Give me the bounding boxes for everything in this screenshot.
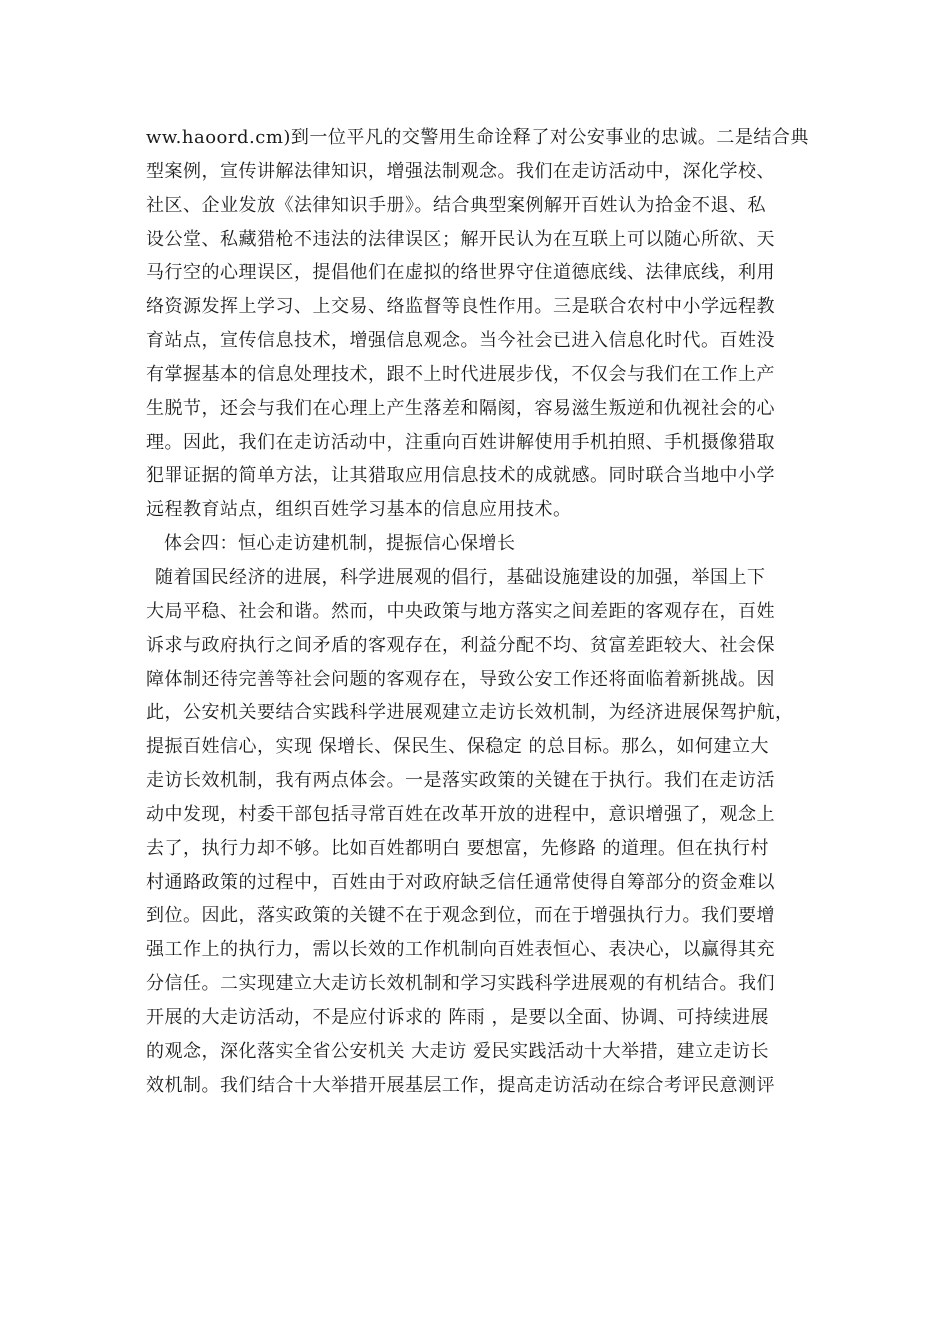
text-line: 村通路政策的过程中，百姓由于对政府缺乏信任通常使得自筹部分的资金难以 — [146, 871, 775, 893]
text-line: 型案例，宣传讲解法律知识，增强法制观念。我们在走访活动中，深化学校、 — [146, 160, 775, 182]
text-line: ww.haoord.cm)到一位平凡的交警用生命诠释了对公安事业的忠诚。二是结合典 — [146, 127, 809, 148]
text-line: 大局平稳、社会和谐。然而，中央政策与地方落实之间差距的客观存在，百姓 — [146, 600, 775, 622]
text-line: 有掌握基本的信息处理技术，跟不上时代进展步伐，不仅会与我们在工作上产 — [146, 363, 775, 385]
text-line: 开展的大走访活动，不是应付诉求的 阵雨 ，是要以全面、协调、可持续进展 — [146, 1006, 769, 1028]
text-line: 诉求与政府执行之间矛盾的客观存在，利益分配不均、贫富差距较大、社会保 — [146, 634, 775, 656]
text-line: 理。因此，我们在走访活动中，注重向百姓讲解使用手机拍照、手机摄像猎取 — [146, 431, 775, 453]
text-line: 去了，执行力却不够。比如百姓都明白 要想富，先修路 的道理。但在执行村 — [146, 837, 769, 859]
text-line: 社区、企业发放《法律知识手册》。结合典型案例解开百姓认为拾金不退、私 — [146, 194, 766, 216]
text-line: 动中发现，村委干部包括寻常百姓在改革开放的进程中，意识增强了，观念上 — [146, 803, 775, 825]
text-line: 马行空的心理误区，提倡他们在虚拟的络世界守住道德底线、法律底线，利用 — [146, 262, 775, 284]
text-line: 生脱节，还会与我们在心理上产生落差和隔阂，容易滋生叛逆和仇视社会的心 — [146, 397, 775, 419]
text-line: 到位。因此，落实政策的关键不在于观念到位，而在于增强执行力。我们要增 — [146, 905, 775, 927]
text-line: 育站点，宣传信息技术，增强信息观念。当今社会已进入信息化时代。百姓没 — [146, 330, 775, 352]
text-line: 的观念，深化落实全省公安机关 大走访 爱民实践活动十大举措，建立走访长 — [146, 1040, 769, 1062]
text-line: 障体制还待完善等社会问题的客观存在，导致公安工作还将面临着新挑战。因 — [146, 668, 775, 690]
text-line: 设公堂、私藏猎枪不违法的法律误区；解开民认为在互联上可以随心所欲、天 — [146, 228, 775, 250]
text-line: 分信任。二实现建立大走访长效机制和学习实践科学进展观的有机结合。我们 — [146, 973, 775, 995]
text-line: 远程教育站点，组织百姓学习基本的信息应用技术。 — [146, 499, 572, 521]
text-line: 提振百姓信心，实现 保增长、保民生、保稳定 的总目标。那么，如何建立大 — [146, 736, 769, 758]
text-line: 效机制。我们结合十大举措开展基层工作，提高走访活动在综合考评民意测评 — [146, 1074, 775, 1096]
body-text — [146, 121, 811, 1102]
text-line: 此，公安机关要结合实践科学进展观建立走访长效机制，为经济进展保驾护航， — [146, 702, 794, 724]
text-line: 走访长效机制，我有两点体会。一是落实政策的关键在于执行。我们在走访活 — [146, 770, 775, 792]
paragraph-first-line: 随着国民经济的进展，科学进展观的倡行，基础设施建设的加强，举国上下 — [155, 566, 766, 588]
text-line: 强工作上的执行力，需以长效的工作机制向百姓表恒心、表决心，以赢得其充 — [146, 939, 775, 961]
text-line: 络资源发挥上学习、上交易、络监督等良性作用。三是联合农村中小学远程教 — [146, 296, 775, 318]
section-heading: 体会四：恒心走访建机制，提振信心保增长 — [164, 533, 516, 555]
text-line: 犯罪证据的简单方法，让其猎取应用信息技术的成就感。同时联合当地中小学 — [146, 465, 775, 487]
